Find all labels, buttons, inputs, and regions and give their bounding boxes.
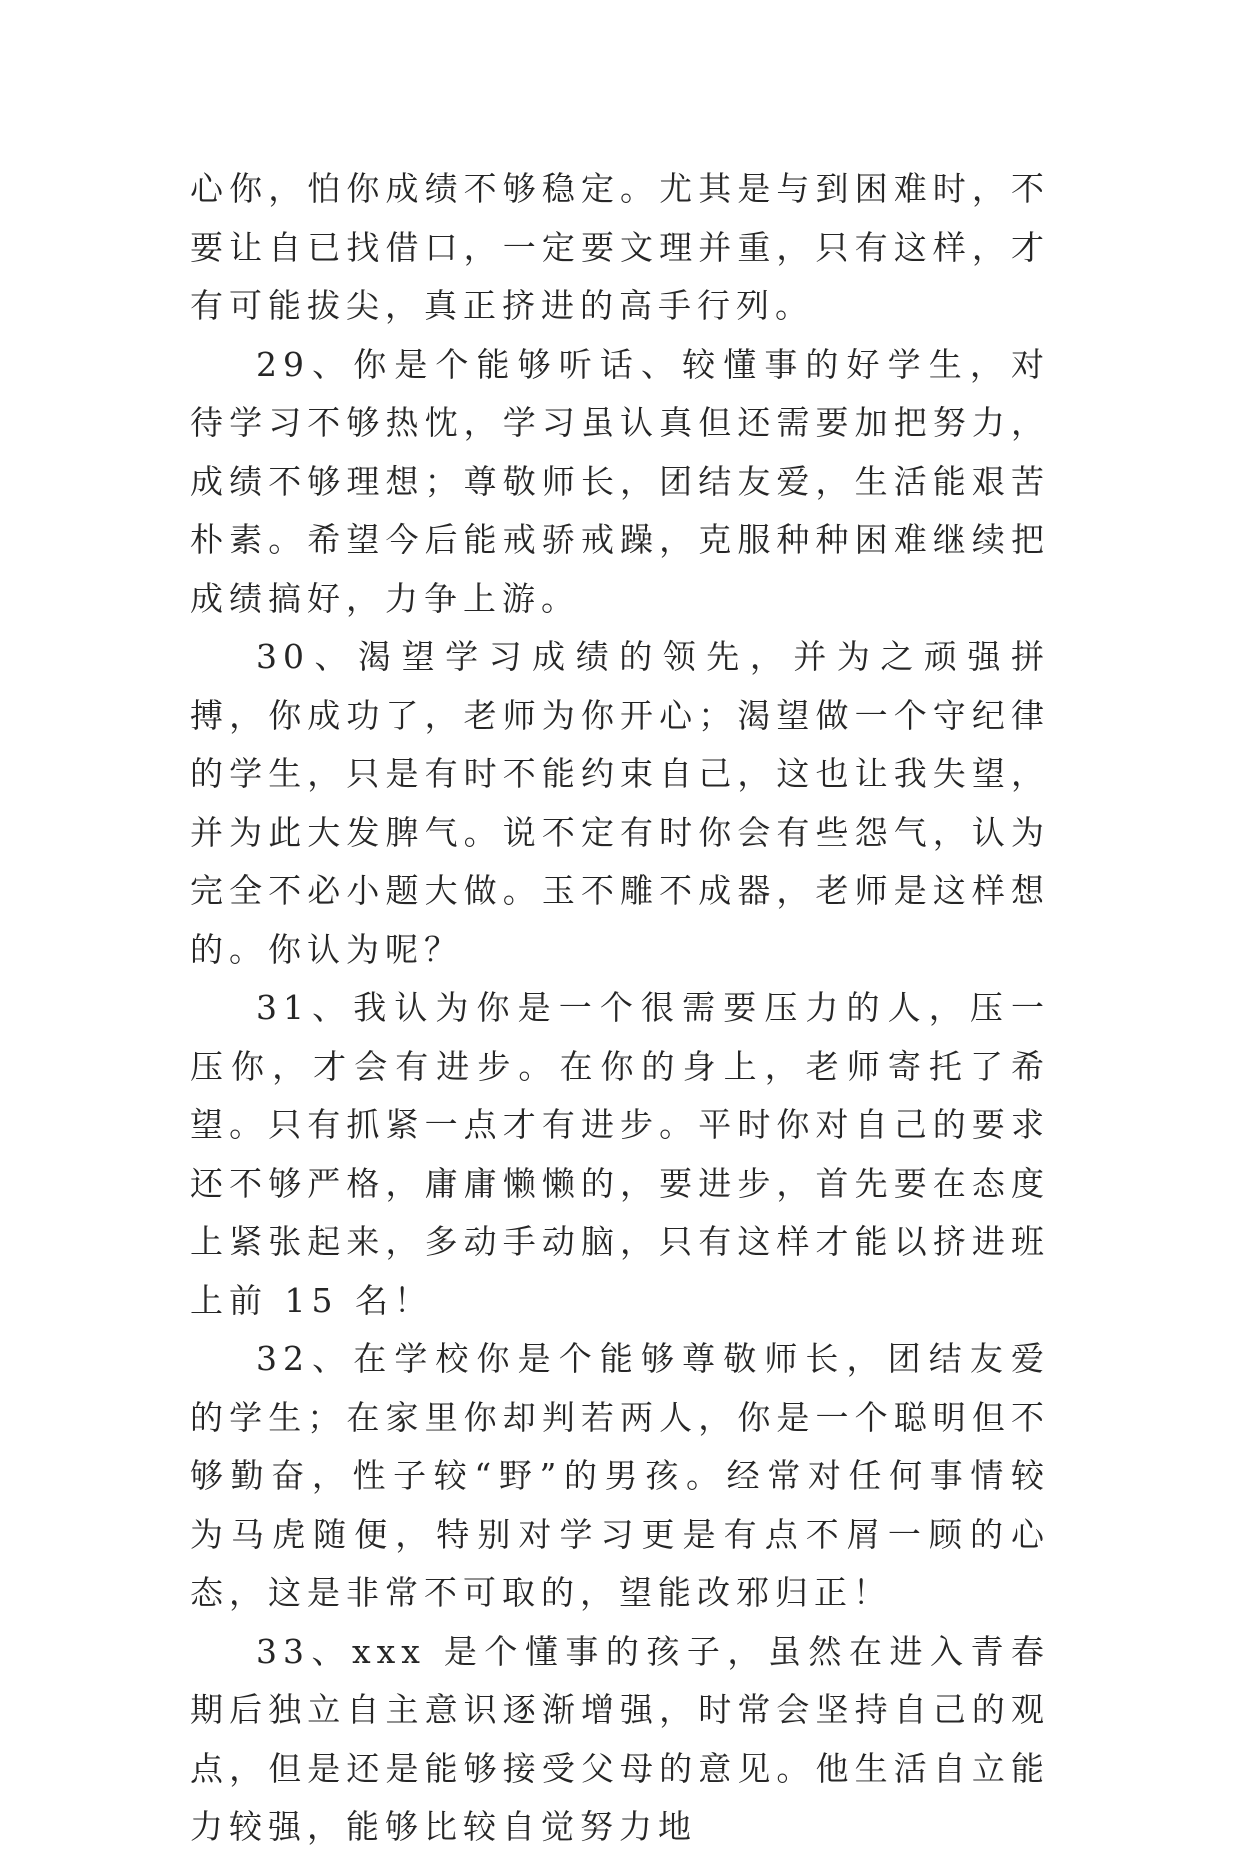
paragraph-33: 33、xxx 是个懂事的孩子，虽然在进入青春期后独立自主意识逐渐增强，时常会坚持自己的观点，但是还是能够接受父母的意见。他生活自立能力较强，能够比较自觉努力地 (190, 1631, 1050, 1846)
document-body (190, 160, 1050, 1857)
paragraph-29: 29、你是个能够听话、较懂事的好学生，对待学习不够热忱，学习虽认真但还需要加把努力，成绩不够理想；尊敬师长，团结友爱，生活能艰苦朴素。希望今后能戒骄戒躁，克服种种困难继续把成绩搞好，力争上游。 (190, 344, 1050, 618)
paragraph-continuation: 心你，怕你成绩不够稳定。尤其是与到困难时，不要让自已找借口，一定要文理并重，只有这样，才有可能拔尖，真正挤进的高手行列。 (190, 169, 1050, 325)
paragraph-31: 31、我认为你是一个很需要压力的人，压一压你，才会有进步。在你的身上，老师寄托了希望。只有抓紧一点才有进步。平时你对自己的要求还不够严格，庸庸懒懒的，要进步，首先要在态度上紧张起来，多动手动脑，只有这样才能以挤进班上前 15 名！ (190, 988, 1050, 1320)
paragraph-32: 32、在学校你是个能够尊敬师长，团结友爱的学生；在家里你却判若两人，你是一个聪明但不够勤奋，性子较“野”的男孩。经常对任何事情较为马虎随便，特别对学习更是有点不屑一顾的心态，这是非常不可取的，望能改邪归正！ (190, 1339, 1050, 1612)
paragraph-30: 30、渴望学习成绩的领先，并为之顽强拼搏，你成功了，老师为你开心；渴望做一个守纪律的学生，只是有时不能约束自己，这也让我失望，并为此大发脾气。说不定有时你会有些怨气，认为完全不必小题大做。玉不雕不成器，老师是这样想的。你认为呢？ (190, 637, 1050, 969)
